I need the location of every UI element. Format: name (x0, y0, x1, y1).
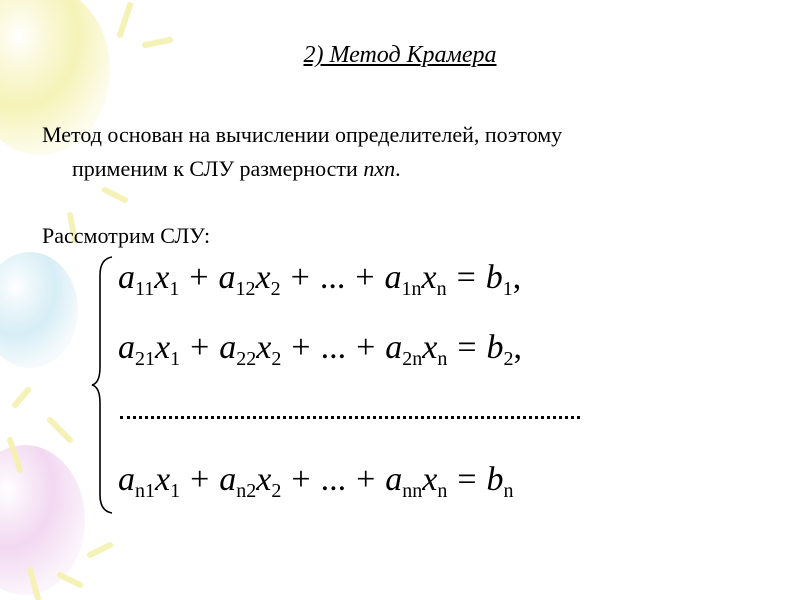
rhs-index: 1 (502, 278, 513, 300)
variable-index: 1 (170, 348, 181, 370)
coefficient: a (219, 329, 237, 366)
coefficient: a (118, 259, 135, 296)
consider-label: Рассмотрим СЛУ: (42, 223, 211, 248)
curly-brace (90, 255, 116, 515)
equation-row-2 (118, 328, 522, 368)
equation-row-n (118, 460, 514, 500)
rhs-term: b (486, 461, 504, 498)
variable-index: 2 (271, 480, 282, 502)
slide-title: 2) Метод Крамера (303, 42, 497, 68)
equation-end: , (513, 329, 523, 366)
plus-sign: + (189, 259, 209, 296)
variable: x (155, 329, 171, 366)
coefficient-index: 2n (402, 348, 423, 370)
variable: x (154, 259, 170, 296)
plus-sign: + (356, 461, 376, 498)
variable-index: n (436, 278, 447, 300)
variable-index: 1 (170, 480, 181, 502)
rhs-term: b (485, 259, 503, 296)
description-paragraph (42, 118, 742, 186)
plus-sign: + (356, 329, 376, 366)
variable: x (421, 259, 437, 296)
coefficient: a (118, 461, 135, 498)
plus-sign: + (355, 259, 375, 296)
variable: x (422, 329, 438, 366)
coefficient-index: 11 (135, 278, 155, 300)
ellipsis: ... (320, 461, 347, 498)
variable: x (256, 329, 272, 366)
coefficient: a (219, 461, 237, 498)
equation-row-1 (118, 258, 521, 298)
coefficient-index: n1 (135, 480, 155, 502)
coefficient: a (384, 259, 402, 296)
description-line-2 (42, 152, 742, 186)
equals-sign: = (457, 329, 477, 366)
coefficient-index: 22 (236, 348, 257, 370)
description-line-1: Метод основан на вычислении определителей, поэтому (42, 122, 563, 147)
description-line-2-suffix: . (395, 156, 401, 181)
plus-sign: + (291, 461, 311, 498)
coefficient-index: 12 (235, 278, 256, 300)
coefficient: a (385, 329, 403, 366)
variable: x (155, 461, 171, 498)
coefficient: a (385, 461, 403, 498)
variable: x (255, 259, 271, 296)
blue-balloon (0, 252, 78, 368)
plus-sign: + (190, 461, 210, 498)
variable-index: n (437, 348, 448, 370)
pink-balloon (0, 445, 85, 595)
equals-sign: = (456, 259, 476, 296)
rhs-term: b (486, 329, 504, 366)
coefficient-index: n2 (236, 480, 257, 502)
dotted-row (120, 396, 580, 419)
equals-sign: = (457, 461, 477, 498)
coefficient: a (218, 259, 236, 296)
coefficient-index: 1n (401, 278, 422, 300)
coefficient-index: nn (402, 480, 423, 502)
variable-index: 1 (169, 278, 180, 300)
variable-index: 2 (270, 278, 281, 300)
plus-sign: + (290, 259, 310, 296)
equation-system (90, 250, 690, 520)
plus-sign: + (291, 329, 311, 366)
dimension-variable: nxn (363, 156, 396, 181)
plus-sign: + (190, 329, 210, 366)
coefficient-index: 21 (135, 348, 155, 370)
variable-index: n (437, 480, 448, 502)
rhs-index: 2 (503, 348, 514, 370)
rhs-index: n (503, 480, 514, 502)
variable: x (256, 461, 272, 498)
variable-index: 2 (271, 348, 282, 370)
ellipsis: ... (319, 259, 346, 296)
variable: x (422, 461, 438, 498)
description-line-2-prefix: применим к СЛУ размерности (72, 156, 364, 181)
equation-end: , (512, 259, 522, 296)
coefficient: a (118, 329, 135, 366)
ellipsis: ... (320, 329, 347, 366)
